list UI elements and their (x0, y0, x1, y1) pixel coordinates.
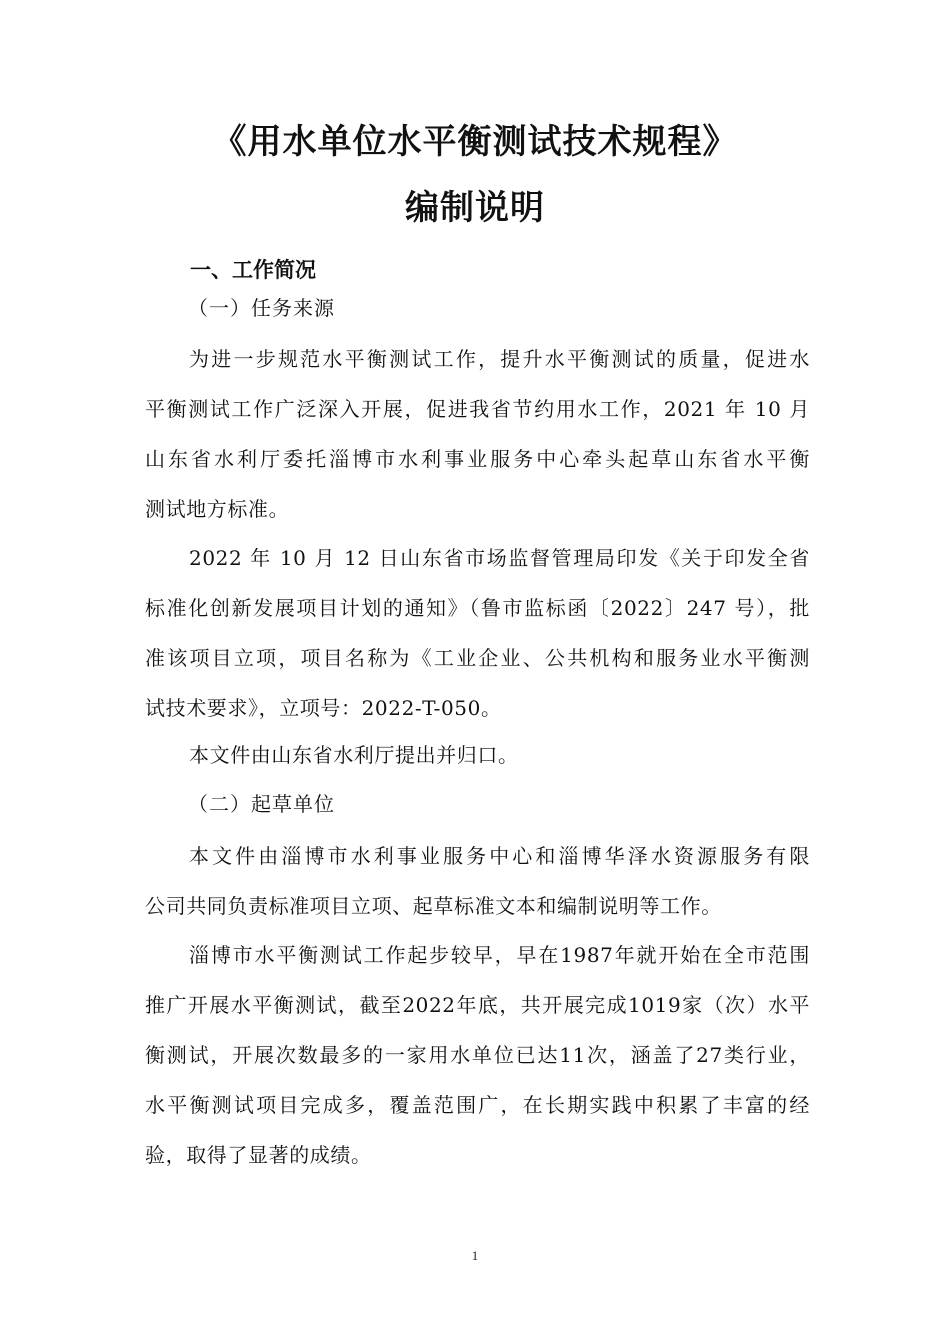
text-line: 本文件由山东省水利厅提出并归口。 (189, 743, 519, 767)
document-title: 《用水单位水平衡测试技术规程》 (212, 122, 738, 162)
text-line: 公司共同负责标准项目立项、起草标准文本和编制说明等工作。 (145, 894, 722, 918)
text-line: 水平衡测试项目完成多，覆盖范围广，在长期实践中积累了丰富的经 (145, 1093, 810, 1117)
paragraph-task-source-2 (145, 533, 810, 733)
text-line: 本文件由淄博市水利事业服务中心和淄博华泽水资源服务有限 (189, 844, 810, 868)
document-subtitle: 编制说明 (405, 188, 545, 228)
text-line: 淄博市水平衡测试工作起步较早，早在1987年就开始在全市范围 (189, 943, 810, 967)
text-line: 验，取得了显著的成绩。 (145, 1143, 372, 1167)
subsection-heading-drafting-unit: （二）起草单位 (188, 792, 335, 816)
paragraph-task-source-1 (145, 334, 810, 534)
paragraph-drafting-unit-2 (145, 930, 810, 1180)
section-heading-work-overview: 一、工作简况 (190, 258, 316, 282)
text-line: 2022 年 10 月 12 日山东省市场监督管理局印发《关于印发全省 (189, 546, 810, 570)
page-number: 1 (471, 1248, 479, 1263)
text-line: 平衡测试工作广泛深入开展，促进我省节约用水工作，2021 年 10 月 (145, 397, 810, 421)
text-line: 准该项目立项，项目名称为《工业企业、公共机构和服务业水平衡测 (145, 646, 810, 670)
paragraph-task-source-3 (145, 730, 810, 780)
text-line: 试技术要求》，立项号：2022-T-050。 (145, 696, 502, 720)
text-line: 推广开展水平衡测试，截至2022年底，共开展完成1019家（次）水平 (145, 993, 810, 1017)
text-line: 山东省水利厅委托淄博市水利事业服务中心牵头起草山东省水平衡 (145, 447, 810, 471)
paragraph-drafting-unit-1 (145, 831, 810, 931)
text-line: 衡测试，开展次数最多的一家用水单位已达11次，涵盖了27类行业， (145, 1043, 810, 1067)
subsection-heading-task-source: （一）任务来源 (188, 296, 335, 320)
text-line: 为进一步规范水平衡测试工作，提升水平衡测试的质量，促进水 (189, 347, 810, 371)
text-line: 标准化创新发展项目计划的通知》（鲁市监标函〔2022〕247 号），批 (145, 596, 810, 620)
text-line: 测试地方标准。 (145, 497, 290, 521)
